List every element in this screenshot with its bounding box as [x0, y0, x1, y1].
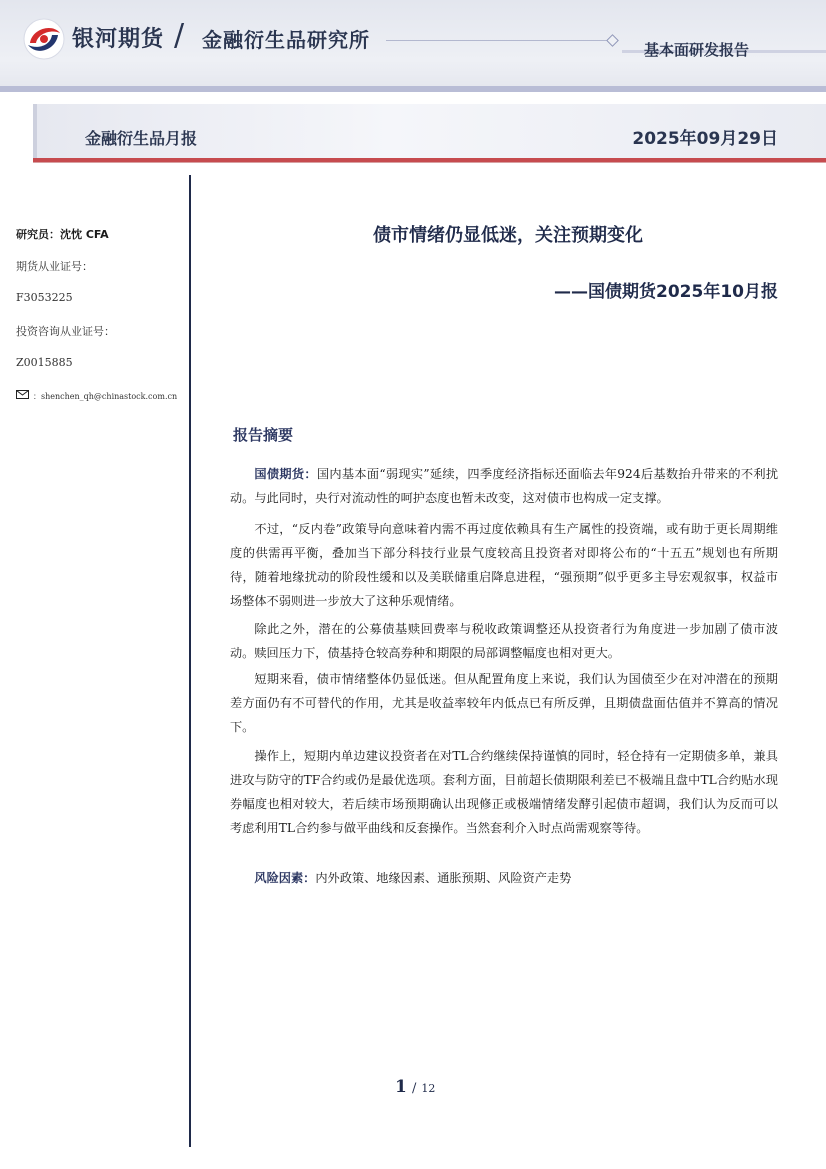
futures-cert-number: F3053225	[16, 291, 73, 304]
band-stripe-shadow	[33, 162, 826, 163]
risk-text: 内外政策、地缘因素、通胀预期、风险资产走势	[315, 871, 572, 885]
futures-cert-label: 期货从业证号：	[16, 260, 93, 273]
summary-paragraph-2: 不过，“反内卷”政策导向意味着内需不再过度依赖具有生产属性的投资端，或有助于更长周期维度的供需再平衡，叠加当下部分科技行业景气度较高且投资者对即将公布的“十五五”规划也有所期待，随着地缘扰动的阶段性缓和以及美联储重启降息进程，“强预期”似乎更多主导宏观叙事，权益市场整体不弱则进一步放大了这种乐观情绪。	[230, 522, 778, 608]
risk-factors	[230, 866, 778, 890]
brand-name: 银河期货	[72, 27, 165, 52]
risk-lead: 风险因素：	[254, 871, 316, 885]
page-current: 1	[395, 1077, 407, 1097]
report-date: 2025年09月29日	[632, 129, 778, 149]
band-title: 金融衍生品月报	[85, 129, 198, 148]
summary-paragraph-4: 短期来看，债市情绪整体仍显低迷。但从配置角度上来说，我们认为国债至少在对冲潜在的预期差方面仍有不可替代的作用，尤其是收益率较年内低点已有所反弹，且期债盘面估值并不算高的情况下。	[230, 672, 778, 734]
summary-paragraph-1	[230, 462, 778, 510]
diamond-icon	[606, 34, 619, 47]
page-header	[0, 0, 826, 92]
brand-separator: /	[174, 18, 185, 53]
institute-name: 金融衍生品研究所	[202, 28, 370, 52]
page-total: 12	[421, 1082, 436, 1095]
consult-cert-label: 投资咨询从业证号：	[16, 325, 115, 338]
mail-icon	[16, 390, 29, 399]
page-number	[395, 1077, 435, 1097]
report-title: 债市情绪仍显低迷，关注预期变化	[373, 225, 643, 246]
summary-heading: 报告摘要	[233, 426, 294, 444]
header-rule	[386, 40, 610, 41]
band-accent	[33, 104, 37, 158]
researcher-name: 研究员：沈忱 CFA	[16, 228, 109, 241]
summary-paragraph-5	[230, 744, 778, 840]
consult-cert-number: Z0015885	[16, 356, 73, 369]
paragraph-text: 操作上，短期内单边建议投资者在对TL合约继续保持谨慎的同时，轻仓持有一定期债多单，兼具进攻与防守的TF合约或仍是最优选项。套利方面，目前超长债期限利差已不极端且盘中TL合约贴水现券幅度也相对较大，若后续市场预期确认出现修正或极端情绪发酵引起债市超调，我们认为反而可以考虑利用TL合约参与做平曲线和反套操作。当然套利介入时点尚需观察等待。	[230, 749, 778, 835]
report-subtitle: ——国债期货2025年10月报	[554, 282, 778, 302]
paragraph-lead: 国债期货：	[254, 467, 317, 481]
report-type: 基本面研发报告	[644, 41, 750, 59]
researcher-email[interactable]: ：shenchen_qh@chinastock.com.cn	[33, 392, 178, 401]
summary-paragraph-3: 除此之外，潜在的公募债基赎回费率与税收政策调整还从投资者行为角度进一步加剧了债市波动。赎回压力下，债基持仓较高券种和期限的局部调整幅度也相对更大。	[230, 622, 778, 660]
vertical-divider	[189, 175, 191, 1147]
galaxy-logo-icon	[22, 17, 66, 61]
page-separator: /	[411, 1081, 417, 1096]
paragraph-text: 国内基本面“弱现实”延续，四季度经济指标还面临去年924后基数抬升带来的不利扰动。与此同时，央行对流动性的呵护态度也暂未改变，这对债市也构成一定支撑。	[230, 467, 779, 505]
